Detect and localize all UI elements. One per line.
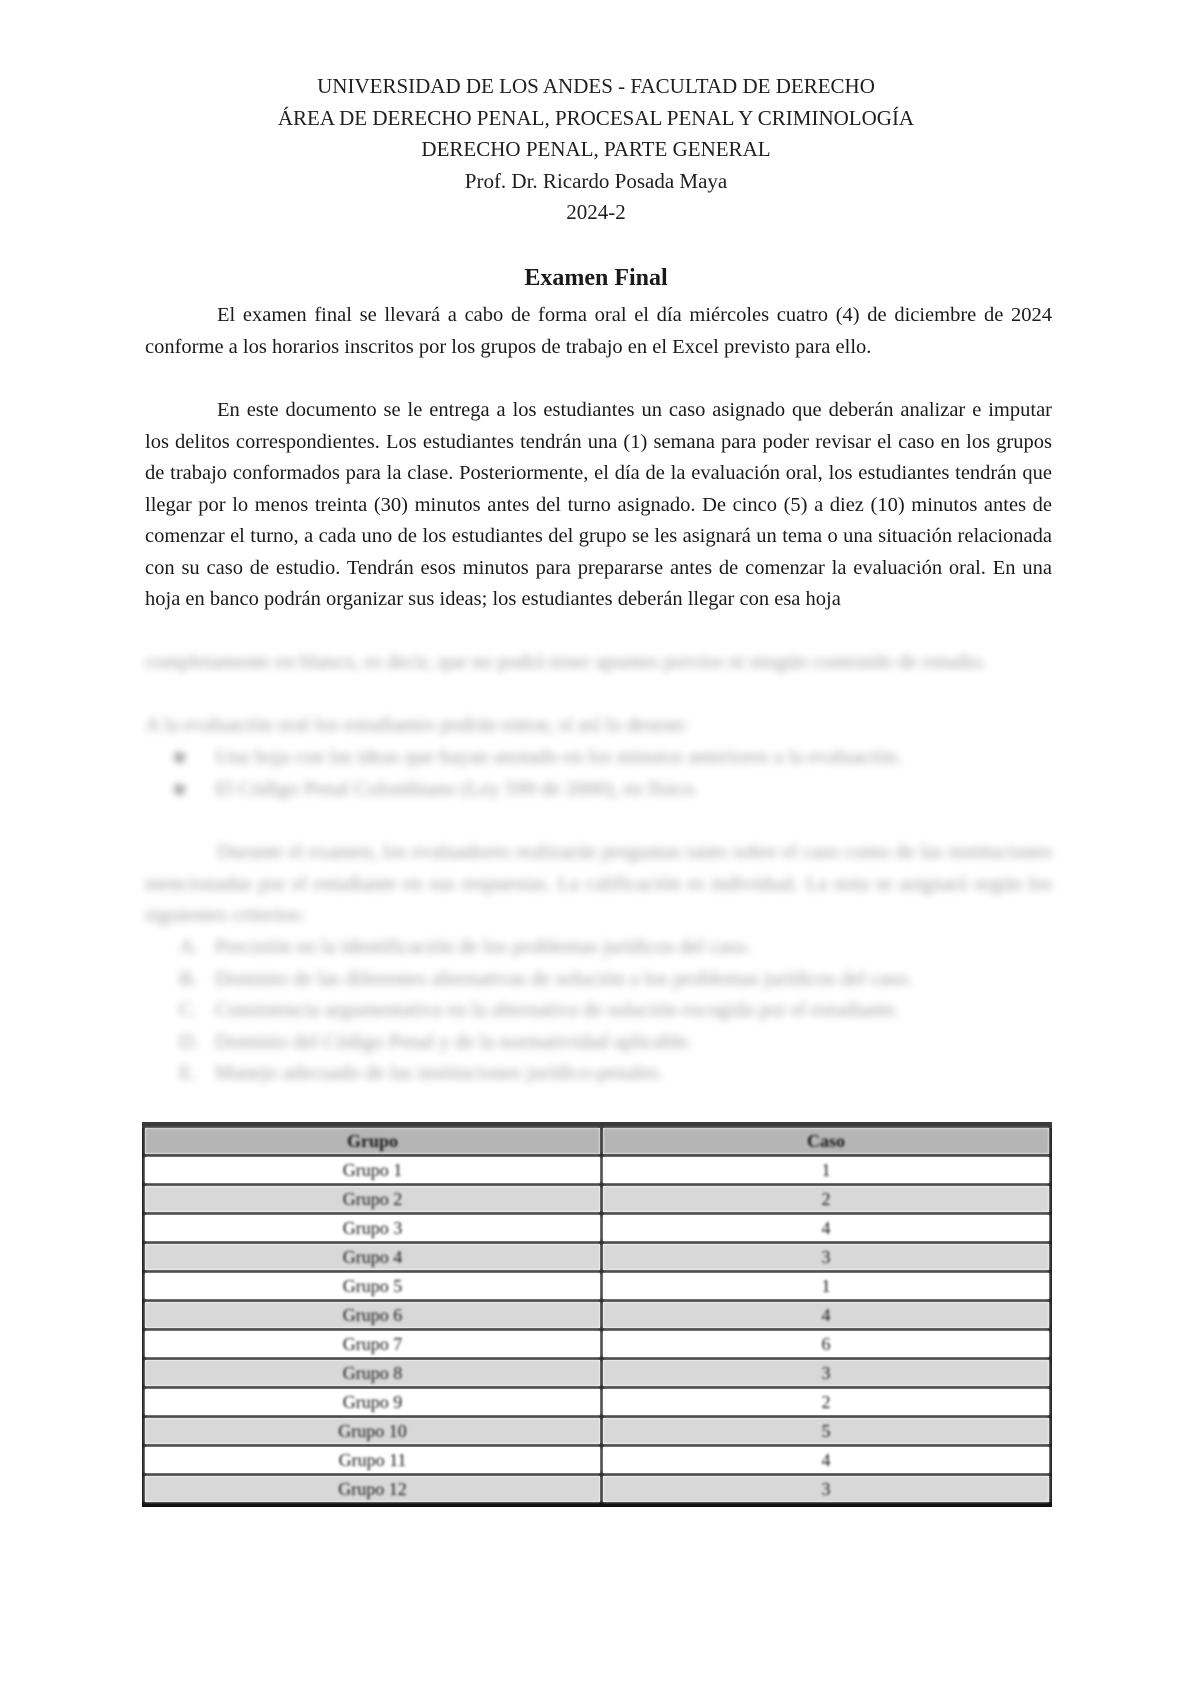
- case-cell: 2: [602, 1185, 1051, 1214]
- case-cell: 3: [602, 1359, 1051, 1388]
- criteria-letter: E.: [179, 1062, 197, 1084]
- group-cell: Grupo 4: [144, 1243, 602, 1272]
- allowed-materials-list: [145, 742, 1052, 805]
- table-row: [144, 1185, 1051, 1214]
- paragraph-procedure-continued: completamente en blanco, es decir, que no podrá tener apuntes previos ni ningún contenido de estudio.: [145, 651, 987, 673]
- criteria-letter: A.: [179, 936, 199, 958]
- list-item: [145, 774, 1052, 806]
- criteria-item: [145, 932, 1052, 964]
- case-cell: 3: [602, 1243, 1051, 1272]
- case-cell: 5: [602, 1417, 1051, 1446]
- table-row: [144, 1446, 1051, 1475]
- table-row: [144, 1417, 1051, 1446]
- case-cell: 4: [602, 1301, 1051, 1330]
- group-cell: Grupo 10: [144, 1417, 602, 1446]
- table-row: [144, 1388, 1051, 1417]
- header-professor: Prof. Dr. Ricardo Posada Maya: [464, 168, 728, 193]
- paragraph-text: En este documento se le entrega a los estudiantes un caso asignado que deberán analizar e imputar los delitos correspondientes. Los estudiantes tendrán una (1) semana para poder revisar el caso en los grupos de trabajo conformados para la clase. Posteriormente, el día de la evaluación oral, los estudiantes tendrán que llegar por lo menos treinta (30) minutos antes del turno asignado. De cinco (5) a diez (10) minutos antes de comenzar el turno, a cada uno de los estudiantes del grupo se les asignará un tema o una situación relacionada con su caso de estudio. Tendrán esos minutos para prepararse antes de comenzar la evaluación oral. En una hoja en banco podrán organizar sus ideas; los estudiantes deberán llegar con esa hoja: [145, 399, 1052, 610]
- allowed-materials-intro: A la evaluación oral los estudiantes podrán entrar, sí así lo desean:: [145, 714, 689, 736]
- group-cell: Grupo 3: [144, 1214, 602, 1243]
- criteria-item: [145, 995, 1052, 1027]
- group-cell: Grupo 11: [144, 1446, 602, 1475]
- table-row: [144, 1156, 1051, 1185]
- criteria-item: [145, 1027, 1052, 1059]
- list-item: [145, 742, 1052, 774]
- group-cell: Grupo 5: [144, 1272, 602, 1301]
- square-bullet-icon: [175, 753, 184, 762]
- header-area: ÁREA DE DERECHO PENAL, PROCESAL PENAL Y CRIMINOLOGÍA: [277, 105, 915, 130]
- criteria-letter: B.: [179, 967, 198, 990]
- group-case-table: [142, 1122, 1052, 1507]
- paragraph-text: Durante el examen, los evaluadores realizarán preguntas tanto sobre el caso como de las instituciones mencionadas por el estudiante en sus respuestas. La calificación es individual. La nota se asignará según los siguientes criterios:: [145, 841, 1052, 926]
- case-cell: 2: [602, 1388, 1051, 1417]
- criteria-text: Dominio de las diferentes alternativas de solución a los problemas jurídicos del caso.: [215, 967, 913, 990]
- group-cell: Grupo 9: [144, 1388, 602, 1417]
- case-cell: 6: [602, 1330, 1051, 1359]
- square-bullet-icon: [175, 785, 184, 794]
- paragraph-text: El examen final se llevará a cabo de forma oral el día miércoles cuatro (4) de diciembre de 2024 conforme a los horarios inscritos por los grupos de trabajo en el Excel previsto para ello.: [145, 304, 1052, 358]
- case-cell: 4: [602, 1446, 1051, 1475]
- page-title: Examen Final: [524, 265, 668, 291]
- table-row: [144, 1330, 1051, 1359]
- paragraph-exam-date: [145, 300, 1052, 363]
- criteria-text: Dominio del Código Penal y de la normatividad aplicable.: [215, 1030, 693, 1053]
- case-cell: 1: [602, 1156, 1051, 1185]
- group-cell: Grupo 6: [144, 1301, 602, 1330]
- group-cell: Grupo 8: [144, 1359, 602, 1388]
- criteria-text: Consistencia argumentativa en la alternativa de solución escogida por el estudiante.: [215, 999, 900, 1021]
- column-header-grupo: Grupo: [144, 1125, 602, 1156]
- criteria-letter: D.: [179, 1030, 199, 1053]
- document-header: [0, 71, 1192, 229]
- grading-criteria-list: [145, 932, 1052, 1090]
- case-cell: 4: [602, 1214, 1051, 1243]
- table-row: [144, 1243, 1051, 1272]
- case-cell: 3: [602, 1475, 1051, 1505]
- header-course: DERECHO PENAL, PARTE GENERAL: [421, 137, 771, 161]
- table-row: [144, 1214, 1051, 1243]
- list-item-text: El Código Penal Colombiano (Ley 599 de 2000), en físico.: [215, 777, 699, 800]
- criteria-text: Precisión en la identificación de los problemas jurídicos del caso.: [215, 936, 752, 958]
- list-item-text: Una hoja con las ideas que hayan anotado en los minutos anteriores a la evaluación.: [215, 746, 903, 768]
- table-row: [144, 1272, 1051, 1301]
- table-row: [144, 1301, 1051, 1330]
- table-row: [144, 1359, 1051, 1388]
- criteria-text: Manejo adecuado de las instituciones jurídico-penales.: [215, 1062, 664, 1084]
- criteria-item: [145, 964, 1052, 996]
- group-cell: Grupo 1: [144, 1156, 602, 1185]
- table-header-row: [144, 1125, 1051, 1156]
- paragraph-procedure: [145, 395, 1052, 616]
- paragraph-evaluation: [145, 837, 1052, 932]
- header-university: UNIVERSIDAD DE LOS ANDES - FACULTAD DE DERECHO: [317, 74, 875, 98]
- table-row: [144, 1475, 1051, 1505]
- group-cell: Grupo 2: [144, 1185, 602, 1214]
- group-cell: Grupo 7: [144, 1330, 602, 1359]
- criteria-item: [145, 1058, 1052, 1090]
- case-cell: 1: [602, 1272, 1051, 1301]
- column-header-caso: Caso: [602, 1125, 1051, 1156]
- group-cell: Grupo 12: [144, 1475, 602, 1505]
- header-term: 2024-2: [566, 200, 626, 224]
- criteria-letter: C.: [179, 999, 198, 1021]
